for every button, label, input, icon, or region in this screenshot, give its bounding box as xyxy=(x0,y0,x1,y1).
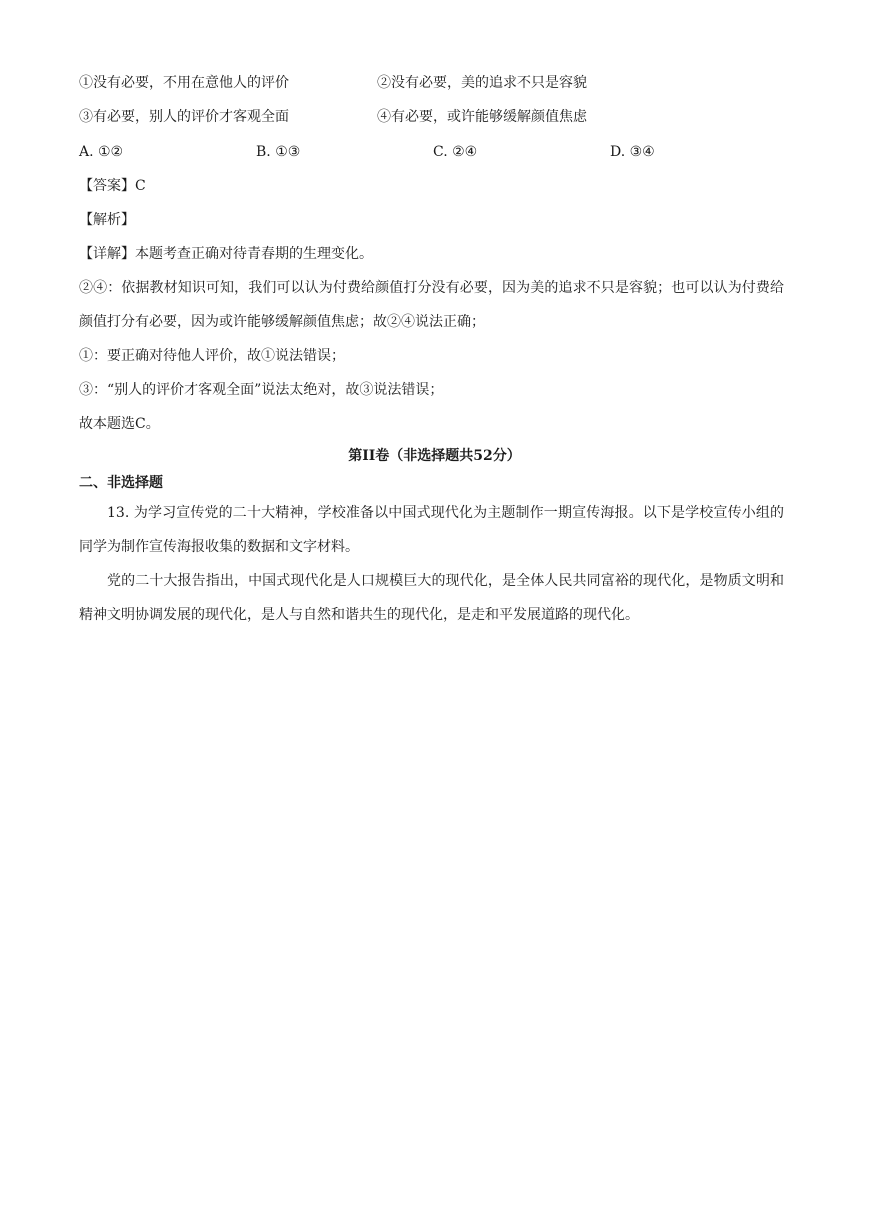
option-2: ②没有必要，美的追求不只是容貌 xyxy=(377,75,587,91)
choice-a: A. ①② xyxy=(79,144,124,160)
analysis-heading: 【解析】 xyxy=(79,212,135,228)
option-4: ④有必要，或许能够缓解颜值焦虑 xyxy=(377,109,587,125)
explanation-2-4: ②④：依据教材知识可知，我们可以认为付费给颜值打分没有必要，因为美的追求不只是容貌；也可以认为付费给颜值打分有必要，因为或许能够缓解颜值焦虑；故②④说法正确； xyxy=(79,280,784,330)
option-3: ③有必要，别人的评价才客观全面 xyxy=(79,109,289,125)
choice-b: B. ①③ xyxy=(256,144,301,160)
explanation-3: ③：“别人的评价才客观全面”说法太绝对，故③说法错误； xyxy=(79,382,444,398)
answer: 【答案】C xyxy=(79,178,146,194)
section-heading: 二、非选择题 xyxy=(79,475,163,491)
question-13-intro: 13. 为学习宣传党的二十大精神，学校准备以中国式现代化为主题制作一期宣传海报。以下是学校宣传小组的同学为制作宣传海报收集的数据和文字材料。 xyxy=(79,505,784,555)
choice-d: D. ③④ xyxy=(610,144,655,160)
question-13-material: 党的二十大报告指出，中国式现代化是人口规模巨大的现代化，是全体人民共同富裕的现代化，是物质文明和精神文明协调发展的现代化，是人与自然和谐共生的现代化，是走和平发展道路的现代化。 xyxy=(79,573,784,623)
option-1: ①没有必要，不用在意他人的评价 xyxy=(79,75,289,91)
explanation-1: ①：要正确对待他人评价，故①说法错误； xyxy=(79,348,345,364)
section-title: 第II卷（非选择题共52分） xyxy=(348,448,521,464)
choice-c: C. ②④ xyxy=(433,144,478,160)
conclusion: 故本题选C。 xyxy=(79,416,160,432)
detail: 【详解】本题考查正确对待青春期的生理变化。 xyxy=(79,246,373,262)
